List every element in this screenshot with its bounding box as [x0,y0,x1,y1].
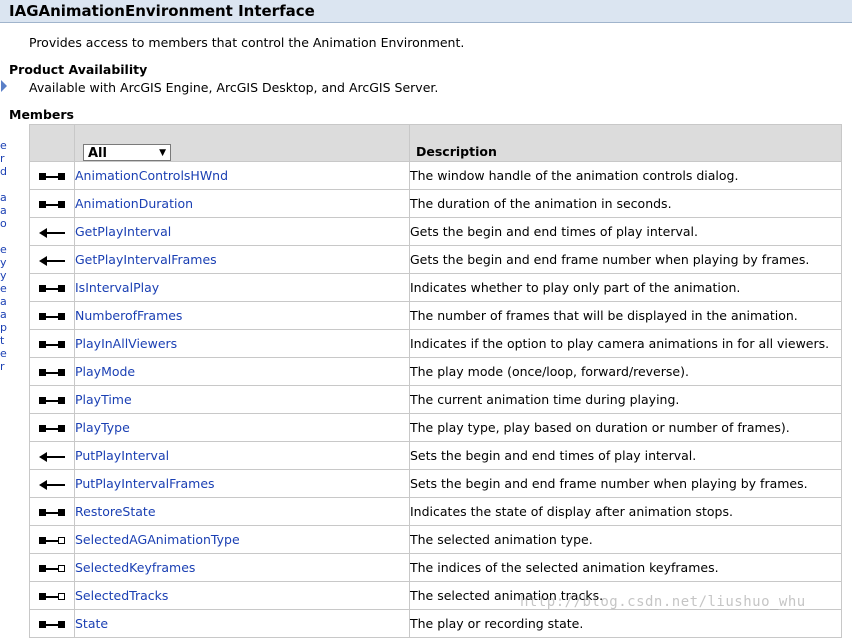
member-name-link[interactable]: AnimationControlsHWnd [75,162,410,190]
left-strip-letter[interactable]: e [0,282,7,295]
member-row [30,358,842,386]
property-icon [39,312,65,322]
left-strip-letter[interactable]: p [0,321,7,334]
member-icon-cell [30,554,75,582]
member-row [30,274,842,302]
member-row [30,218,842,246]
method-icon [39,452,65,462]
property-icon [39,284,65,294]
icon-column-header [30,125,75,162]
member-name-link[interactable]: AnimationDuration [75,190,410,218]
member-description: Sets the begin and end times of play interval. [410,442,842,470]
member-description: Indicates if the option to play camera animations in for all viewers. [410,330,842,358]
left-strip-letter[interactable]: a [0,308,7,321]
member-icon-cell [30,246,75,274]
member-name-link[interactable]: SelectedKeyframes [75,554,410,582]
member-icon-cell [30,470,75,498]
member-icon-cell [30,330,75,358]
member-icon-cell [30,162,75,190]
member-name-link[interactable]: PlayTime [75,386,410,414]
property-icon [39,200,65,210]
member-description: The window handle of the animation controls dialog. [410,162,842,190]
dropdown-arrow-icon: ▼ [159,148,166,158]
member-icon-cell [30,190,75,218]
left-strip-letter[interactable]: o [0,217,7,230]
member-row [30,526,842,554]
member-row [30,190,842,218]
left-strip-letter[interactable]: a [0,295,7,308]
member-description: The play mode (once/loop, forward/reverse). [410,358,842,386]
member-name-link[interactable]: PlayMode [75,358,410,386]
member-icon-cell [30,302,75,330]
member-row [30,414,842,442]
member-description: The number of frames that will be displayed in the animation. [410,302,842,330]
property-icon [39,620,65,630]
property-icon [39,424,65,434]
member-row [30,246,842,274]
filter-value: All [88,146,107,161]
member-description: The current animation time during playing. [410,386,842,414]
member-name-link[interactable]: GetPlayIntervalFrames [75,246,410,274]
member-description: The play type, play based on duration or number of frames). [410,414,842,442]
member-description: The indices of the selected animation keyframes. [410,554,842,582]
left-strip-letter[interactable]: t [0,334,5,347]
member-filter-dropdown[interactable] [83,144,171,161]
member-icon-cell [30,582,75,610]
member-description: Indicates whether to play only part of the animation. [410,274,842,302]
left-strip-letter[interactable]: a [0,204,7,217]
left-nav-strip[interactable] [0,140,6,380]
member-row [30,162,842,190]
member-description: Indicates the state of display after animation stops. [410,498,842,526]
property-icon [39,508,65,518]
availability-heading: Product Availability [9,62,148,77]
members-table [29,124,842,638]
left-strip-letter[interactable]: r [0,360,5,373]
member-name-link[interactable]: PlayInAllViewers [75,330,410,358]
member-icon-cell [30,442,75,470]
page-title: IAGAnimationEnvironment Interface [9,2,315,20]
member-row [30,442,842,470]
member-icon-cell [30,526,75,554]
member-name-link[interactable]: IsIntervalPlay [75,274,410,302]
members-heading: Members [9,107,74,122]
property-icon [39,396,65,406]
member-description: The duration of the animation in seconds. [410,190,842,218]
name-column-header [75,125,410,162]
member-icon-cell [30,386,75,414]
member-icon-cell [30,498,75,526]
member-icon-cell [30,610,75,638]
member-description: Gets the begin and end frame number when playing by frames. [410,246,842,274]
left-strip-letter[interactable]: d [0,165,7,178]
property-icon [39,172,65,182]
member-name-link[interactable]: GetPlayInterval [75,218,410,246]
member-row [30,498,842,526]
intro-text: Provides access to members that control the Animation Environment. [29,35,465,50]
method-icon [39,480,65,490]
member-icon-cell [30,274,75,302]
title-bar [0,0,852,23]
member-row [30,330,842,358]
left-strip-letter[interactable]: a [0,191,7,204]
availability-text: Available with ArcGIS Engine, ArcGIS Desktop, and ArcGIS Server. [29,80,439,95]
left-strip-letter[interactable]: e [0,243,7,256]
method-icon [39,228,65,238]
property-put-ref-icon [39,564,65,574]
member-description: The play or recording state. [410,610,842,638]
member-description: The selected animation tracks. [410,582,842,610]
member-name-link[interactable]: PutPlayIntervalFrames [75,470,410,498]
member-row [30,610,842,638]
member-row [30,302,842,330]
member-icon-cell [30,358,75,386]
property-icon [39,340,65,350]
left-strip-letter[interactable]: y [0,269,7,282]
member-description: The selected animation type. [410,526,842,554]
left-strip-letter[interactable]: r [0,152,5,165]
member-name-link[interactable]: NumberofFrames [75,302,410,330]
member-name-link[interactable]: PutPlayInterval [75,442,410,470]
property-put-ref-icon [39,592,65,602]
member-description: Gets the begin and end times of play interval. [410,218,842,246]
description-column-header: Description [410,125,842,162]
member-row [30,386,842,414]
collapse-arrow-icon[interactable] [1,80,7,92]
member-name-link[interactable]: PlayType [75,414,410,442]
member-row [30,470,842,498]
member-name-link[interactable]: SelectedTracks [75,582,410,610]
member-row [30,554,842,582]
member-name-link[interactable]: SelectedAGAnimationType [75,526,410,554]
members-header-row [30,125,842,162]
left-strip-letter[interactable]: y [0,256,7,269]
property-put-ref-icon [39,536,65,546]
member-icon-cell [30,218,75,246]
member-name-link[interactable]: RestoreState [75,498,410,526]
left-strip-letter[interactable]: e [0,139,7,152]
member-name-link[interactable]: State [75,610,410,638]
left-strip-letter[interactable]: e [0,347,7,360]
property-icon [39,368,65,378]
watermark: http://blog.csdn.net/liushuo_whu [520,594,806,610]
member-description: Sets the begin and end frame number when playing by frames. [410,470,842,498]
member-icon-cell [30,414,75,442]
method-icon [39,256,65,266]
